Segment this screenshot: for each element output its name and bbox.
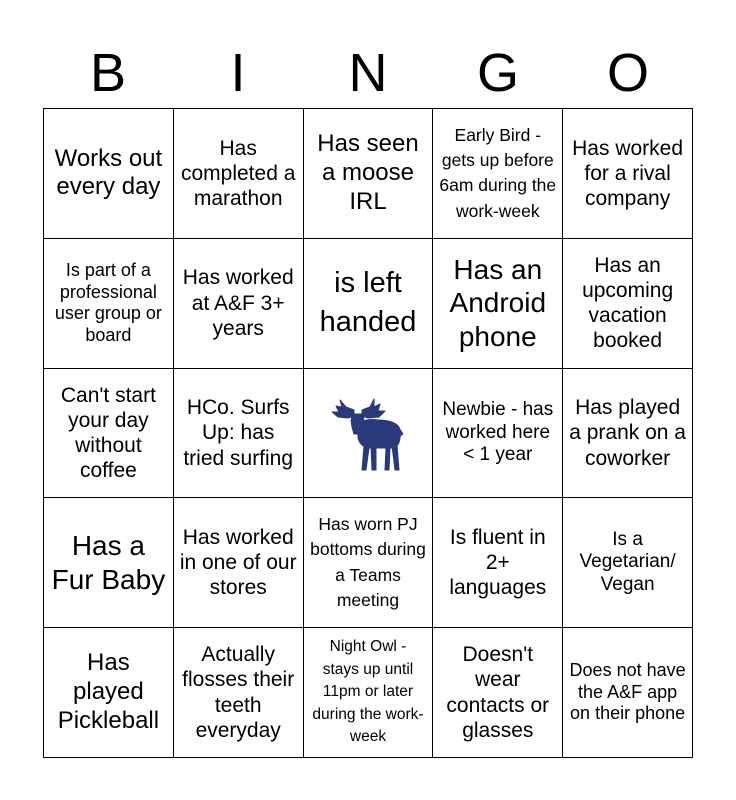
bingo-cell[interactable]: Does not have the A&F app on their phone	[563, 628, 693, 758]
bingo-cell[interactable]: Is part of a professional user group or board	[44, 239, 174, 369]
bingo-cell[interactable]: is left handed	[304, 239, 434, 369]
bingo-cell[interactable]: Has seen a moose IRL	[304, 109, 434, 239]
bingo-cell[interactable]: Is fluent in 2+ languages	[433, 498, 563, 628]
bingo-cell[interactable]: Has worked in one of our stores	[174, 498, 304, 628]
bingo-cell[interactable]: Newbie - has worked here < 1 year	[433, 369, 563, 499]
moose-icon	[327, 390, 409, 476]
bingo-cell[interactable]: Night Owl - stays up until 11pm or later during the work-week	[304, 628, 434, 758]
header-letter-o: O	[606, 43, 649, 103]
bingo-cell[interactable]: Has an upcoming vacation booked	[563, 239, 693, 369]
header-letter-b: B	[89, 43, 127, 103]
bingo-cell[interactable]: Doesn't wear contacts or glasses	[433, 628, 563, 758]
free-space-cell[interactable]	[304, 369, 434, 499]
bingo-cell[interactable]: Early Bird - gets up before 6am during the work-week	[433, 109, 563, 239]
bingo-cell[interactable]: Has worked at A&F 3+ years	[174, 239, 304, 369]
bingo-cell[interactable]: HCo. Surfs Up: has tried surfing	[174, 369, 304, 499]
bingo-cell[interactable]: Has an Android phone	[433, 239, 563, 369]
bingo-cell[interactable]: Has played Pickleball	[44, 628, 174, 758]
bingo-cell[interactable]: Works out every day	[44, 109, 174, 239]
bingo-cell[interactable]: Has worked for a rival company	[563, 109, 693, 239]
header-letter-n: N	[348, 43, 388, 103]
header-letter-i: I	[230, 43, 246, 103]
bingo-grid	[43, 108, 693, 758]
bingo-cell[interactable]: Has completed a marathon	[174, 109, 304, 239]
bingo-cell[interactable]: Has played a prank on a coworker	[563, 369, 693, 499]
bingo-header	[43, 38, 693, 108]
bingo-cell[interactable]: Has a Fur Baby	[44, 498, 174, 628]
bingo-cell[interactable]: Actually flosses their teeth everyday	[174, 628, 304, 758]
bingo-cell[interactable]: Is a Vegetarian/ Vegan	[563, 498, 693, 628]
bingo-cell[interactable]: Has worn PJ bottoms during a Teams meeting	[304, 498, 434, 628]
bingo-cell[interactable]: Can't start your day without coffee	[44, 369, 174, 499]
header-letter-g: G	[476, 43, 519, 103]
